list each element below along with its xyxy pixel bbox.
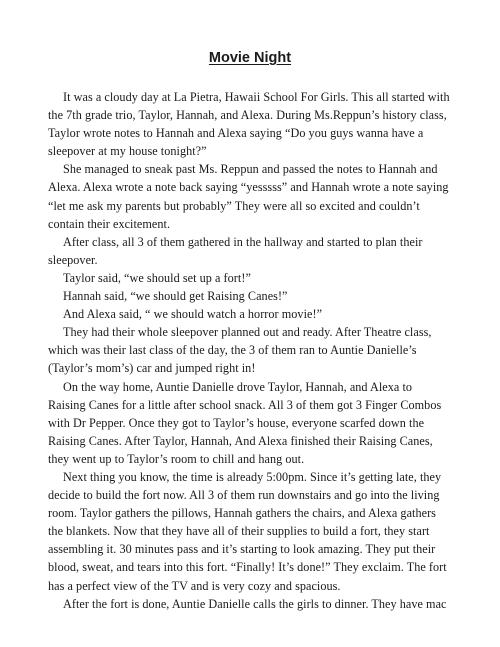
paragraph: And Alexa said, “ we should watch a horror movie!”: [63, 307, 323, 322]
paragraph: They had their whole sleepover planned out and ready. After Theatre class, which was their last class of the day, the 3 of them ran to Auntie Danielle’s (Taylor’s mom’s) car and jumped right in!: [48, 325, 432, 376]
paragraph: After the fort is done, Auntie Danielle calls the girls to dinner. They have mac: [63, 596, 447, 611]
paragraph: Hannah said, “we should get Raising Canes!”: [63, 289, 288, 304]
paragraph: Taylor said, “we should set up a fort!”: [63, 270, 251, 285]
story-body: [48, 88, 452, 613]
document-title: Movie Night: [208, 50, 292, 66]
paragraph: Next thing you know, the time is already 5:00pm. Since it’s getting late, they decide to build the fort now. All 3 of them run downstairs and go into the living room. Taylor gathers the pillows, Hannah gathers the chairs, and Alexa gathers the blankets. Now that they have all of their supplies to build a fort, they start assembling it. 30 minutes pass and it’s starting to look amazing. They put their blood, sweat, and tears into this fort. “Finally! It’s done!” They exclaim. The fort has a perfect view of the TV and is very cozy and spacious.: [48, 469, 447, 593]
paragraph: On the way home, Auntie Danielle drove Taylor, Hannah, and Alexa to Raising Canes for a little after school snack. All 3 of them got 3 Finger Combos with Dr Pepper. Once they got to Taylor’s house, everyone scarfed down the Raising Canes. After Taylor, Hannah, And Alexa finished their Raising Canes, they went up to Taylor’s room to chill and hang out.: [48, 379, 442, 466]
paragraph: After class, all 3 of them gathered in the hallway and started to plan their sleepover.: [48, 234, 423, 267]
paragraph: It was a cloudy day at La Pietra, Hawaii School For Girls. This all started with the 7th grade trio, Taylor, Hannah, and Alexa. During Ms.Reppun’s history class, Taylor wrote notes to Hannah and Alexa saying “Do you guys wanna have a sleepover at my house tonight?”: [48, 90, 450, 159]
paragraph: She managed to sneak past Ms. Reppun and passed the notes to Hannah and Alexa. Alexa wrote a note back saying “yesssss” and Hannah wrote a note saying “let me ask my parents but probably” They were all so excited and couldn’t contain their excitement.: [48, 162, 449, 231]
